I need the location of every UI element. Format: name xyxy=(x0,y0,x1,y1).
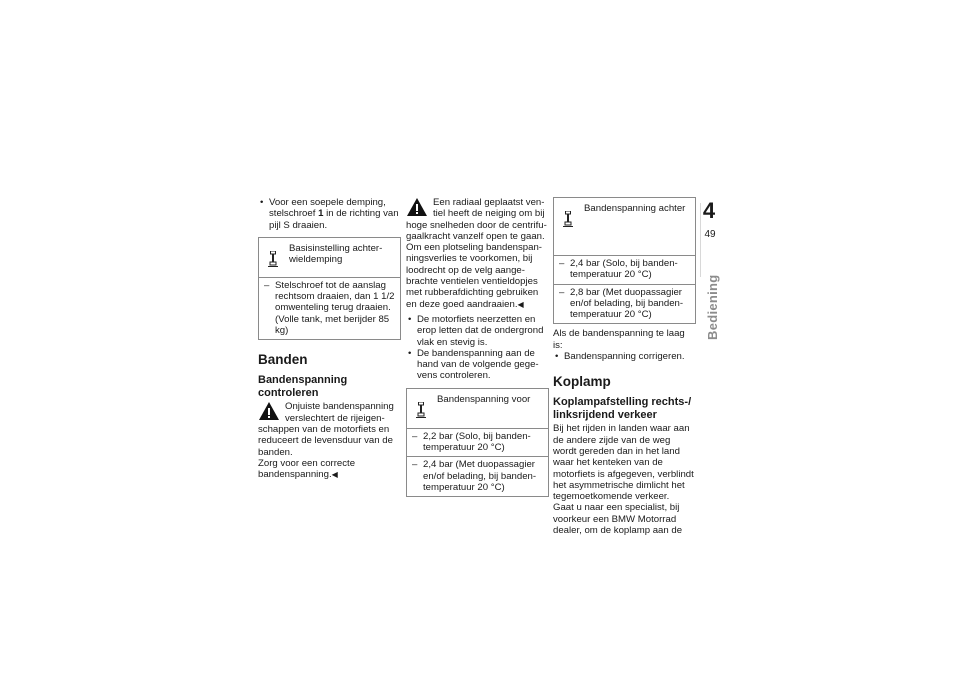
wrench-spec-icon xyxy=(562,211,574,230)
spec-title: Bandenspanning voor xyxy=(437,393,531,405)
callout-number: 1 xyxy=(318,208,324,220)
warning-triangle-icon xyxy=(406,197,428,217)
spec-box-front-pressure xyxy=(406,388,549,497)
spec-row: – 2,2 bar (Solo, bij banden-temperatuur 20 °C) xyxy=(407,428,548,457)
end-triangle-icon: ◀ xyxy=(331,470,338,480)
column-3 xyxy=(553,197,696,536)
section-title-koplamp: Koplamp xyxy=(553,374,611,390)
chapter-name: Bediening xyxy=(705,274,720,340)
wrench-spec-icon xyxy=(415,402,427,421)
list-item: • De motorfiets neerzetten en erop letten dat de ondergrond vlak en stevig is. xyxy=(406,314,549,348)
list-item: • De bandenspanning aan de hand van de volgende gege-vens controleren. xyxy=(406,348,549,382)
spec-box-rear-pressure xyxy=(553,197,696,324)
spec-row: – 2,8 bar (Met duopassagier en/of belading, bij banden-temperatuur 20 °C) xyxy=(554,284,695,324)
spec-title: Basisinstelling achter-wieldemping xyxy=(289,242,383,266)
wrench-spec-icon xyxy=(267,251,279,270)
end-triangle-icon: ◀ xyxy=(517,299,524,309)
spec-box-rear-damping xyxy=(258,237,401,340)
column-2 xyxy=(406,197,549,501)
chapter-number: 4 xyxy=(702,198,716,223)
spec-row: – Stelschroef tot de aanslag rechtsom draaien, dan 1 1/2 omwenteling terug draaien. (Volle tank, met berijder 85 kg) xyxy=(259,277,400,339)
list-item: • Bandenspanning corrigeren. xyxy=(553,351,696,362)
spec-row: – 2,4 bar (Met duopassagier en/of belading, bij banden-temperatuur 20 °C) xyxy=(407,456,548,496)
sidebar-divider xyxy=(700,203,701,277)
warning-block: Onjuiste bandenspanning verslechtert de rijeigen- schappen van de motorfiets en reduceert de levensduur van de banden. xyxy=(258,401,394,458)
spec-row: – 2,4 bar (Solo, bij banden-temperatuur 20 °C) xyxy=(554,255,695,284)
body-text: Als de bandenspanning te laag is: xyxy=(553,328,685,351)
spec-title: Bandenspanning achter xyxy=(584,203,686,214)
list-item: • Voor een soepele demping, stelschroef 1 in de richting van pijl S draaien. xyxy=(258,197,401,231)
body-text: Bij het rijden in landen waar aan de andere zijde van de weg wordt gereden dan in het land waar het kenteken van de motorfiets is afgegeven, verblindt het asymmetrische dimlicht het tegemoetkomende verkeer. xyxy=(553,423,694,503)
subsection-title: Bandenspanning controleren xyxy=(258,374,348,399)
column-1: • Voor een soepele demping, stelschroef 1 in de richting van pijl S draaien. Basisinstelling achter-wieldemping – Stelschroef tot de aanslag rechtsom draaien, dan 1 1/2 omwenteling terug draaien. (Volle tank, met berijder 85 kg) Banden Bandenspanning controleren Onjuiste bandenspanning verslechtert de rijeigen- schappen van de motorfiets en reduceert de levensduur van de banden. Zorg voor een correcte bandenspanning.◀ xyxy=(258,197,401,480)
warning-triangle-icon xyxy=(258,401,280,421)
warning-block: Een radiaal geplaatst ven-tiel heeft de neiging om bij hoge snelheden door de centrifu-gaalkracht vanzelf open te gaan. Om een plotseling bandenspan-ningsverlies te voorkomen, bij loodrecht op de velg aange-brachte ventielen ventieldopjes met rubberafdichting gebruiken en deze goed aandraaien.◀ xyxy=(406,197,547,310)
body-text: Gaat u naar een specialist, bij voorkeur een BMW Motorrad dealer, om de koplamp aan de xyxy=(553,502,683,537)
section-title-banden: Banden xyxy=(258,352,308,368)
subsection-title: Koplampafstelling rechts-/ linksrijdend verkeer xyxy=(553,396,692,421)
page-number: 49 xyxy=(704,229,716,240)
